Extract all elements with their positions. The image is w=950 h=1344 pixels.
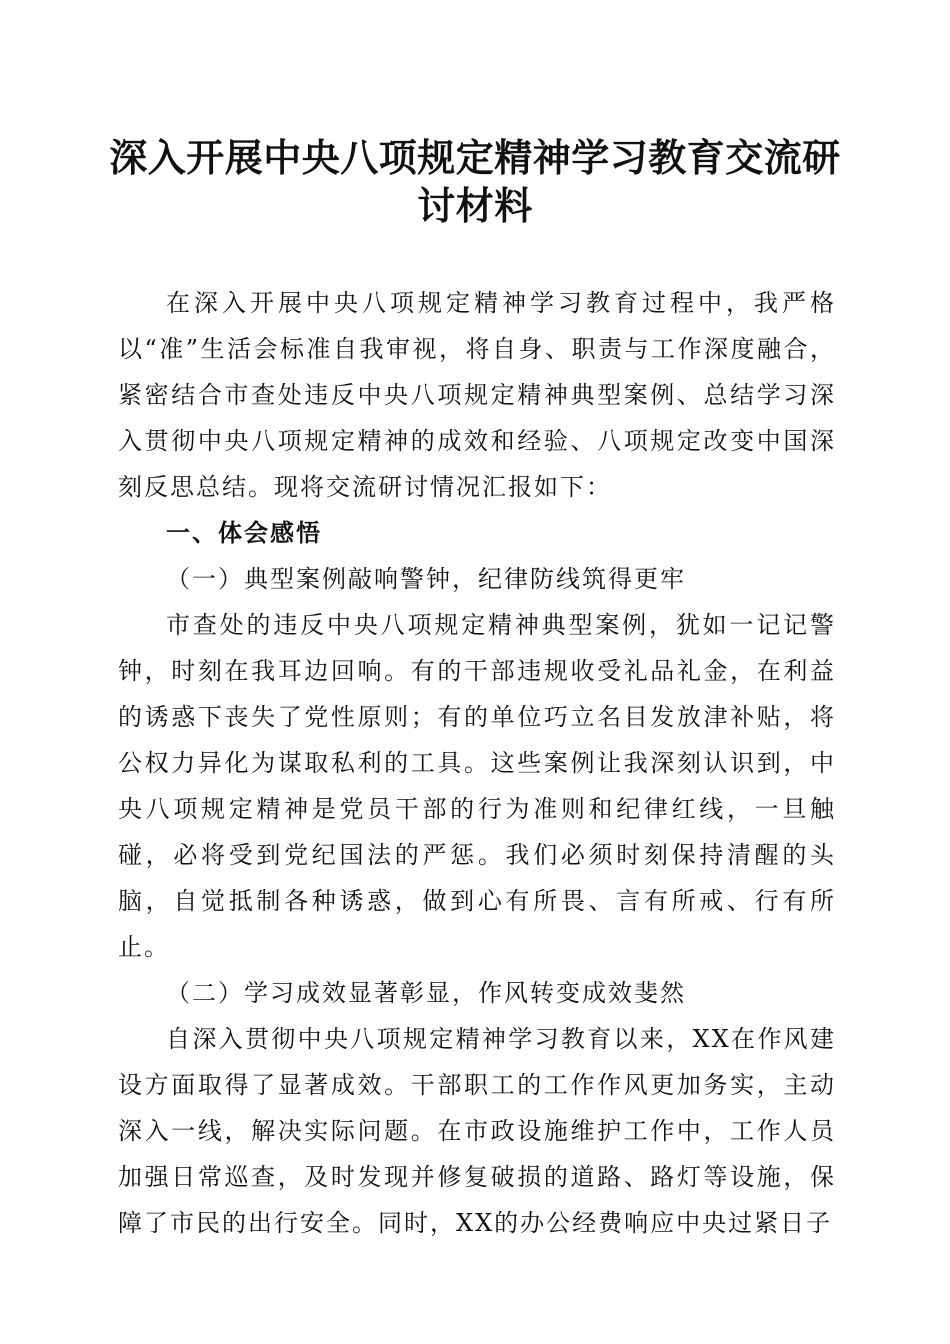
document-title: 深入开展中央八项规定精神学习教育交流研讨材料	[109, 135, 841, 228]
section-heading-1: 一、体会感悟	[166, 519, 322, 547]
subsection-heading-2: （二）学习成效显著彰显，作风转变成效斐然	[166, 979, 686, 1007]
intro-paragraph: 在深入开展中央八项规定精神学习教育过程中，我严格以“准”生活会标准自我审视，将自身、职责与工作深度融合，紧密结合市查处违反中央八项规定精神典型案例、总结学习深入贯彻中央八项规定精神的成效和经验、八项规定改变中国深刻反思总结。现将交流研讨情况汇报如下：	[118, 289, 836, 501]
paragraph-results: 自深入贯彻中央八项规定精神学习教育以来，XX在作风建设方面取得了显著成效。干部职工的工作作风更加务实，主动深入一线，解决实际问题。在市政设施维护工作中，工作人员加强日常巡查，及时发现并修复破损的道路、路灯等设施，保障了市民的出行安全。同时，XX的办公经费响应中央过紧日子	[118, 1025, 836, 1237]
subsection-heading-1: （一）典型案例敲响警钟，纪律防线筑得更牢	[166, 565, 686, 593]
document-body	[118, 280, 836, 1246]
paragraph-cases: 市查处的违反中央八项规定精神典型案例，犹如一记记警钟，时刻在我耳边回响。有的干部违规收受礼品礼金，在利益的诱惑下丧失了党性原则；有的单位巧立名目发放津补贴，将公权力异化为谋取私利的工具。这些案例让我深刻认识到，中央八项规定精神是党员干部的行为准则和纪律红线，一旦触碰，必将受到党纪国法的严惩。我们必须时刻保持清醒的头脑，自觉抵制各种诱惑，做到心有所畏、言有所戒、行有所止。	[118, 611, 836, 961]
